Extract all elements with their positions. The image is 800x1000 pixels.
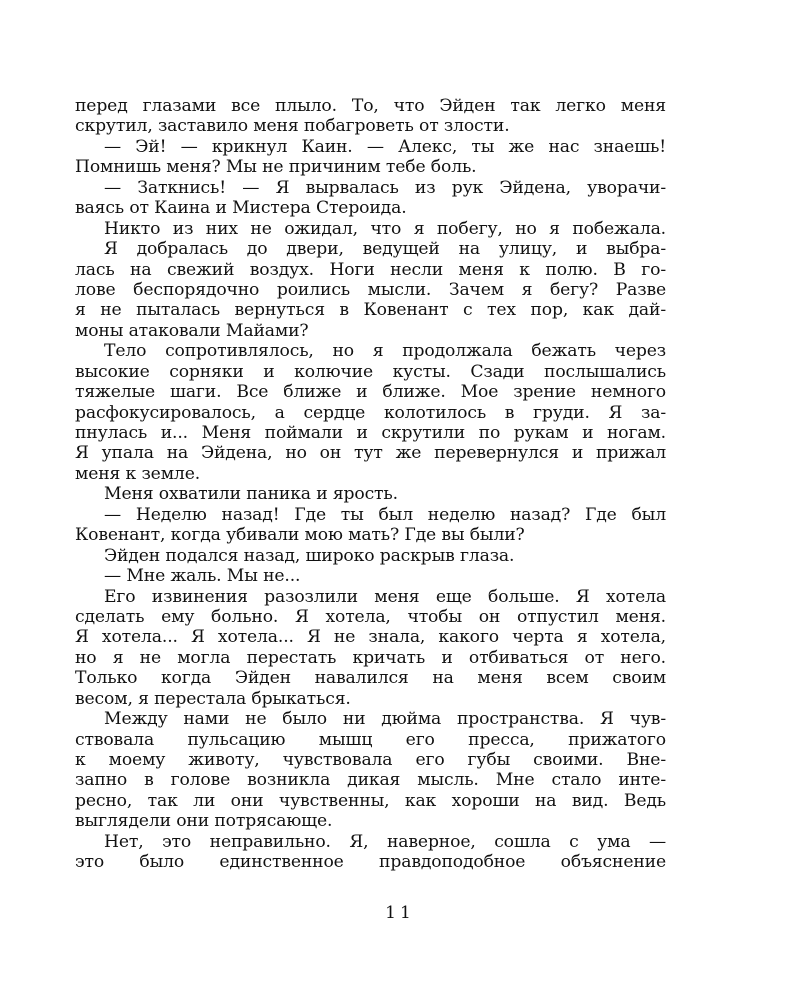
text-line: Я добралась до двери, ведущей на улицу, и выбра-	[104, 239, 666, 260]
text-line: Помнишь меня? Мы не причиним тебе боль.	[75, 157, 477, 178]
body-text	[75, 96, 666, 873]
text-line: лове беспорядочно роились мысли. Зачем я бегу? Разве	[75, 279, 666, 300]
text-line: ствовала пульсацию мышц его пресса, прижатого	[75, 729, 666, 750]
text-line: ваясь от Каина и Мистера Стероида.	[75, 198, 407, 219]
text-line: Между нами не было ни дюйма пространства. Я чув-	[104, 709, 666, 730]
text-line: я не пыталась вернуться в Ковенант с тех пор, как дай-	[75, 300, 666, 321]
text-line: это было единственное правдоподобное объяснение	[75, 852, 666, 873]
text-line: Ковенант, когда убивали мою мать? Где вы были?	[75, 525, 525, 546]
text-line: тяжелые шаги. Все ближе и ближе. Мое зрение немного	[75, 382, 666, 403]
text-line: меня к земле.	[75, 463, 201, 484]
text-line: Его извинения разозлили меня еще больше. Я хотела	[104, 586, 666, 607]
text-line: к моему животу, чувствовала его губы своими. Вне-	[75, 750, 666, 770]
text-line: лась на свежий воздух. Ноги несли меня к полю. В го-	[75, 259, 666, 280]
text-line: перед глазами все плыло. То, что Эйден так легко меня	[75, 96, 666, 116]
text-line: пнулась и... Меня поймали и скрутили по рукам и ногам.	[75, 423, 666, 443]
text-line: моны атаковали Майами?	[75, 320, 309, 341]
text-line: высокие сорняки и колючие кусты. Сзади послышались	[75, 361, 666, 382]
text-line: — Мне жаль. Мы не...	[104, 566, 301, 587]
text-line: но я не могла перестать кричать и отбиваться от него.	[75, 647, 666, 668]
text-line: сделать ему больно. Я хотела, чтобы он отпустил меня.	[75, 606, 666, 627]
text-line: Никто из них не ожидал, что я побегу, но я побежала.	[104, 218, 666, 239]
text-line: запно в голове возникла дикая мысль. Мне стало инте-	[75, 770, 666, 791]
text-line: Я упала на Эйдена, но он тут же перевернулся и прижал	[75, 443, 666, 464]
text-line: Меня охватили паника и ярость.	[104, 484, 398, 505]
text-line: — Неделю назад! Где ты был неделю назад? Где был	[104, 504, 666, 525]
text-line: Только когда Эйден навалился на меня всем своим	[75, 668, 666, 689]
text-line: расфокусировалось, а сердце колотилось в груди. Я за-	[75, 402, 666, 423]
text-line: выглядели они потрясающе.	[75, 811, 333, 832]
text-line: — Заткнись! — Я вырвалась из рук Эйдена, уворачи-	[104, 177, 666, 198]
text-line: Тело сопротивлялось, но я продолжала бежать через	[104, 341, 666, 362]
text-line: Я хотела... Я хотела... Я не знала, какого черта я хотела,	[75, 627, 666, 648]
text-line: Нет, это неправильно. Я, наверное, сошла с ума —	[104, 831, 666, 852]
text-line: весом, я перестала брыкаться.	[75, 688, 351, 709]
text-line: ресно, так ли они чувственны, как хороши на вид. Ведь	[75, 790, 666, 811]
text-line: — Эй! — крикнул Каин. — Алекс, ты же нас знаешь!	[104, 136, 666, 157]
text-line: Эйден подался назад, широко раскрыв глаза.	[104, 545, 515, 566]
page-number: 11	[385, 903, 415, 923]
text-line: скрутил, заставило меня побагроветь от злости.	[75, 116, 510, 137]
